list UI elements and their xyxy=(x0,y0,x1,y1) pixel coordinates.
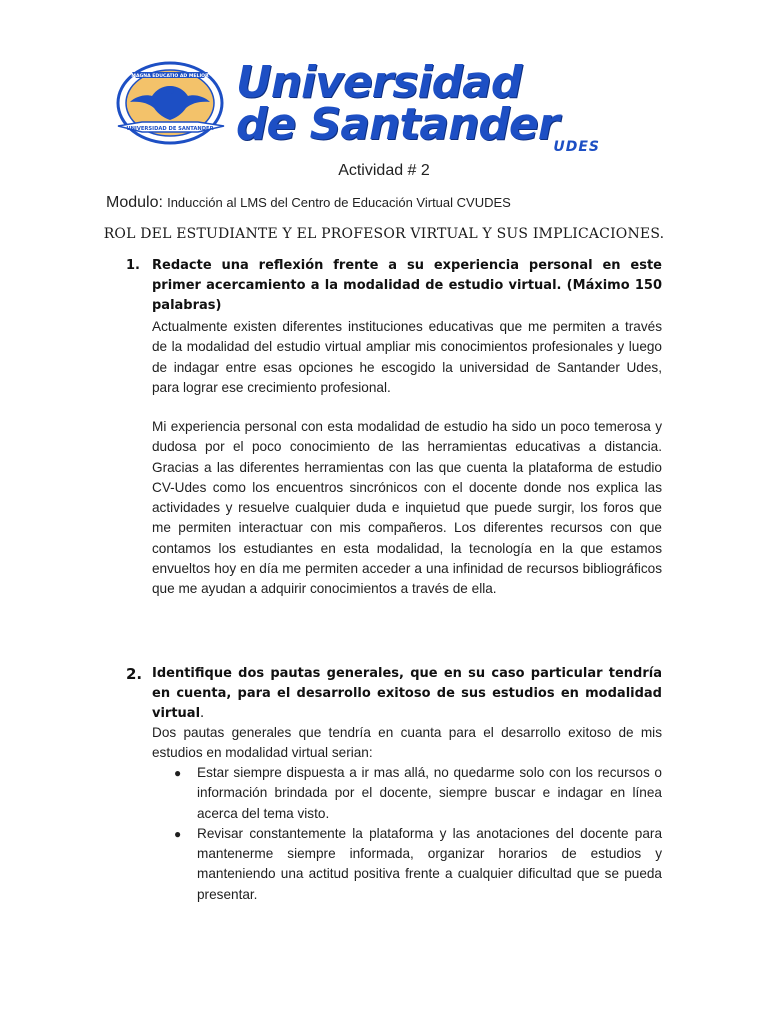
modulo-line xyxy=(106,194,511,212)
question-1 xyxy=(126,256,662,316)
logo-line-1: Universidad xyxy=(236,57,522,108)
question-2-text: Identifique dos pautas generales, que en su caso particular tendría en cuenta, para el desarrollo exitoso de sus estudios en modalidad virtual xyxy=(152,666,662,721)
page-title: Actividad # 2 xyxy=(338,162,430,179)
question-2-suffix: . xyxy=(200,706,205,721)
question-1-number: 1. xyxy=(126,258,140,273)
answer-2-bullets xyxy=(152,763,662,905)
question-1-text: Redacte una reflexión frente a su experiencia personal en este primer acercamiento a la modalidad de estudio virtual. (Máximo 150 palabras) xyxy=(152,258,662,313)
seal-top-text: MAGNA EDUCATIO AD MELIOR xyxy=(131,74,209,79)
logo-wordmark xyxy=(236,53,608,153)
bullet-icon: ● xyxy=(174,826,182,841)
eagle-seal-icon xyxy=(112,56,230,150)
logo-line-2: de Santander xyxy=(236,99,559,150)
bullet-text-1: Estar siempre dispuesta a ir mas allá, no quedarme solo con los recursos o información brindada por el docente, siempre buscar e indagar en línea acerca del tema visto. xyxy=(197,765,662,821)
seal-bottom-text: UNIVERSIDAD DE SANTANDER xyxy=(126,126,214,132)
bullet-text-2: Revisar constantemente la plataforma y las anotaciones del docente para mantenerme siempre informada, organizar horarios de estudios y manteniendo una actitud positiva frente a cualquier dificultad que se pueda presentar. xyxy=(197,825,662,902)
list-item xyxy=(152,763,662,824)
answer-1-paragraph-1: Actualmente existen diferentes instituciones educativas que me permiten a través de la modalidad del estudio virtual ampliar mis conocimientos profesionales y luego de indagar entre esas opciones he escogido la universidad de Santander Udes, para lograr ese crecimiento profesional. xyxy=(152,319,662,395)
answer-1-paragraph-2: Mi experiencia personal con esta modalidad de estudio ha sido un poco temerosa y dudosa por el poco conocimiento de las herramientas educativas a distancia. Gracias a las diferentes herramientas con las que cuenta la plataforma de estudio CV-Udes como los encuentros sincrónicos con el docente donde nos explica las actividades y resuelve cualquier duda e inquietud que puede surgir, los foros que me permiten interactuar con mis compañeros. Los diferentes recursos con que contamos los estudiantes en esta modalidad, la tecnología en la que estamos envueltos hoy en día me permiten acceder a una infinidad de recursos bibliográficos que me ayudan a adquirir conocimientos a través de ella. xyxy=(152,419,662,597)
question-2-text-block xyxy=(152,664,662,724)
modulo-label: Modulo: xyxy=(106,194,163,211)
section-heading: ROL DEL ESTUDIANTE Y EL PROFESOR VIRTUAL Y SUS IMPLICACIONES. xyxy=(103,226,665,242)
answer-2-intro: Dos pautas generales que tendría en cuanta para el desarrollo exitoso de mis estudios en modalidad virtual serian: xyxy=(152,725,662,761)
question-2 xyxy=(126,664,662,724)
list-item xyxy=(152,824,662,905)
university-logo xyxy=(112,48,608,158)
question-2-number: 2. xyxy=(126,665,143,683)
bullet-icon: ● xyxy=(174,766,182,780)
logo-udes: UDES xyxy=(553,139,600,155)
modulo-value: Inducción al LMS del Centro de Educación Virtual CVUDES xyxy=(167,195,511,210)
